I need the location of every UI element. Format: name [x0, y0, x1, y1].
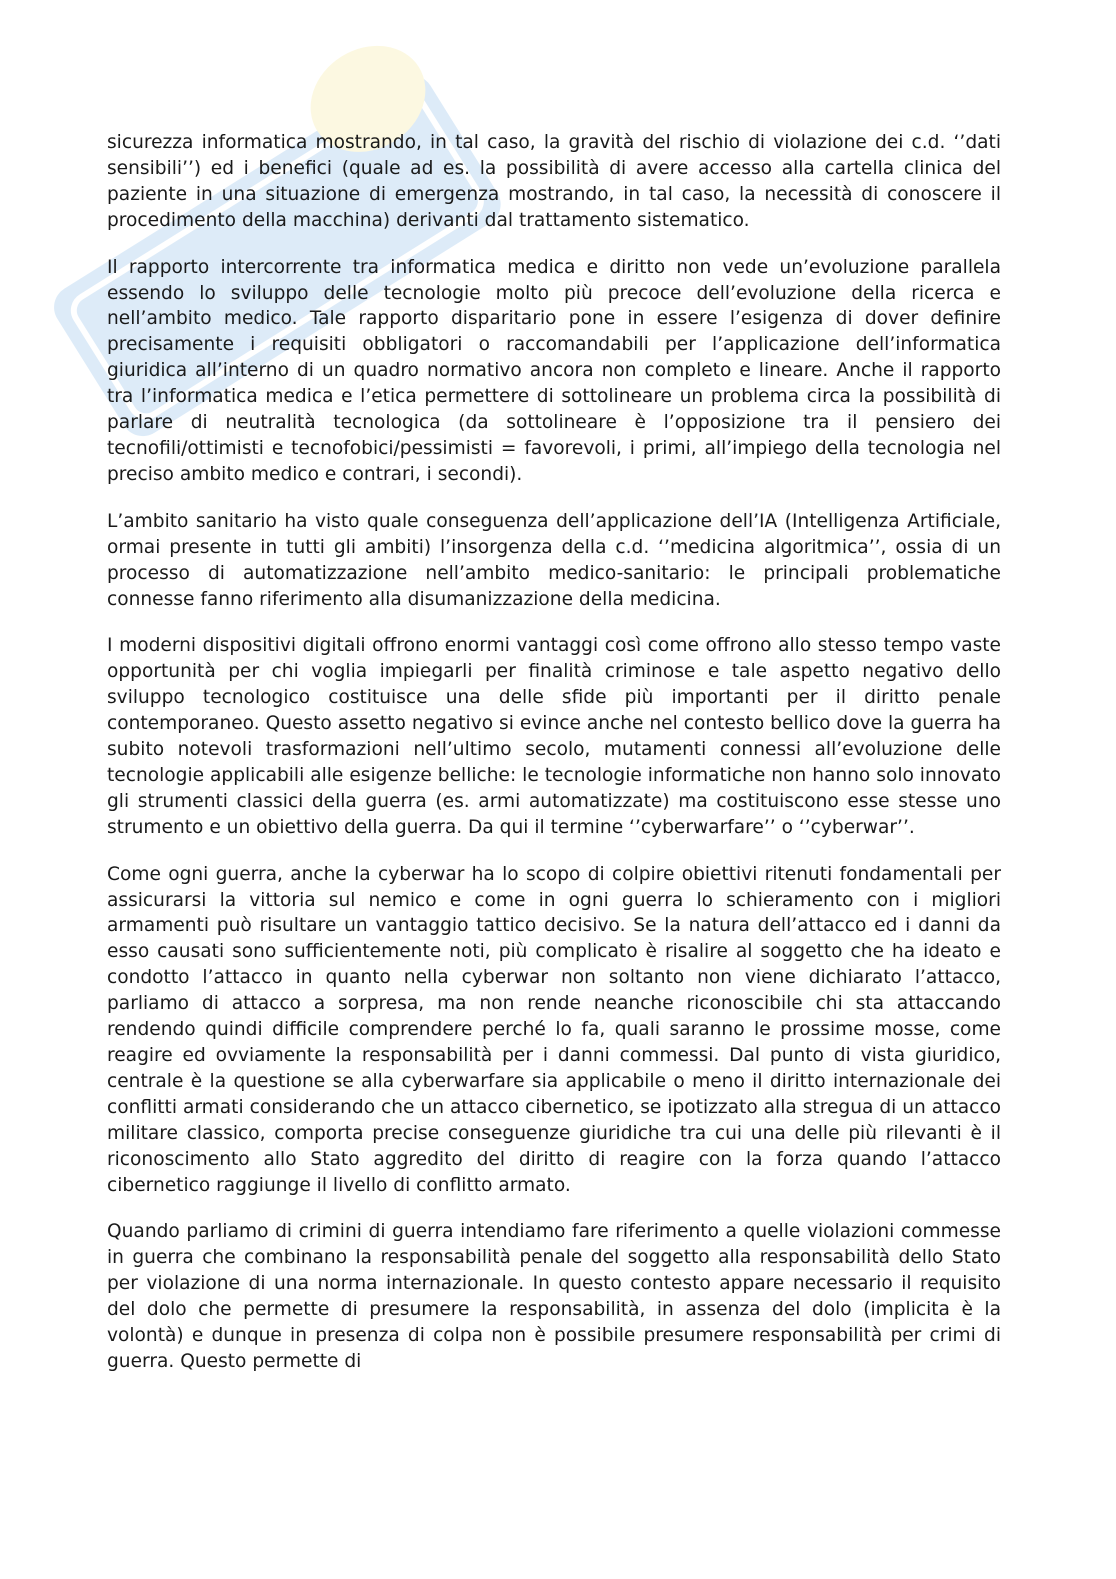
paragraph: I moderni dispositivi digitali offrono enormi vantaggi così come offrono allo stesso tempo vaste opportunità per chi voglia impiegarli per finalità criminose e tale aspetto negativo dello sviluppo tecnologico costituisce una delle sfide più importanti per il diritto penale contemporaneo. Questo assetto negativo si evince anche nel contesto bellico dove la guerra ha subito notevoli trasformazioni nell’ultimo secolo, mutamenti connessi all’evoluzione delle tecnologie applicabili alle esigenze belliche: le tecnologie informatiche non hanno solo innovato gli strumenti classici della guerra (es. armi automatizzate) ma costituiscono esse stesse uno strumento e un obiettivo della guerra. Da qui il termine ‘’cyberwarfare’’ o ‘’cyberwar’’. — [107, 635, 1001, 838]
paragraph: Quando parliamo di crimini di guerra intendiamo fare riferimento a quelle violazioni commesse in guerra che combinano la responsabilità penale del soggetto alla responsabilità dello Stato per violazione di una norma internazionale. In questo contesto appare necessario il requisito del dolo che permette di presumere la responsabilità, in assenza del dolo (implicita è la volontà) e dunque in presenza di colpa non è possibile presumere responsabilità per crimi di guerra. Questo permette di — [107, 1221, 1001, 1372]
document-page — [107, 130, 1001, 1396]
paragraph: sicurezza informatica mostrando, in tal caso, la gravità del rischio di violazione dei c.d. ‘’dati sensibili’’) ed i benefici (quale ad es. la possibilità di avere accesso alla cartella clinica del paziente in una situazione di emergenza mostrando, in tal caso, la necessità di conoscere il procedimento della macchina) derivanti dal trattamento sistematico. — [107, 132, 1001, 231]
paragraph: Come ogni guerra, anche la cyberwar ha lo scopo di colpire obiettivi ritenuti fondamentali per assicurarsi la vittoria sul nemico e come in ogni guerra lo schieramento con i migliori armamenti può risultare un vantaggio tattico decisivo. Se la natura dell’attacco ed i danni da esso causati sono sufficientemente noti, più complicato è risalire al soggetto che ha ideato e condotto l’attacco in quanto nella cyberwar non soltanto non viene dichiarato l’attacco, parliamo di attacco a sorpresa, ma non rende neanche riconoscibile chi sta attaccando rendendo quindi difficile comprendere perché lo fa, quali saranno le prossime mosse, come reagire ed ovviamente la responsabilità per i danni commessi. Dal punto di vista giuridico, centrale è la questione se alla cyberwarfare sia applicabile o meno il diritto internazionale dei conflitti armati considerando che un attacco cibernetico, se ipotizzato alla stregua di un attacco militare classico, comporta precise conseguenze giuridiche tra cui una delle più rilevanti è il riconoscimento allo Stato aggredito del diritto di reagire con la forza quando l’attacco cibernetico raggiunge il livello di conflitto armato. — [107, 863, 1001, 1196]
paragraph: Il rapporto intercorrente tra informatica medica e diritto non vede un’evoluzione parallela essendo lo sviluppo delle tecnologie molto più precoce dell’evoluzione della ricerca e nell’ambito medico. Tale rapporto disparitario pone in essere l’esigenza di dover definire precisamente i requisiti obbligatori o raccomandabili per l’applicazione dell’informatica giuridica all’interno di un quadro normativo ancora non completo e lineare. Anche il rapporto tra l’informatica medica e l’etica permettere di sottolineare un problema circa la possibilità di parlare di neutralità tecnologica (da sottolineare è l’opposizione tra il pensiero dei tecnofili/ottimisti e tecnofobici/pessimisti = favorevoli, i primi, all’impiego della tecnologia nel preciso ambito medico e contrari, i secondi). — [107, 256, 1001, 485]
paragraph: L’ambito sanitario ha visto quale conseguenza dell’applicazione dell’IA (Intelligenza Artificiale, ormai presente in tutti gli ambiti) l’insorgenza della c.d. ‘’medicina algoritmica’’, ossia di un processo di automatizzazione nell’ambito medico-sanitario: le principali problematiche connesse fanno riferimento alla disumanizzazione della medicina. — [107, 510, 1001, 610]
